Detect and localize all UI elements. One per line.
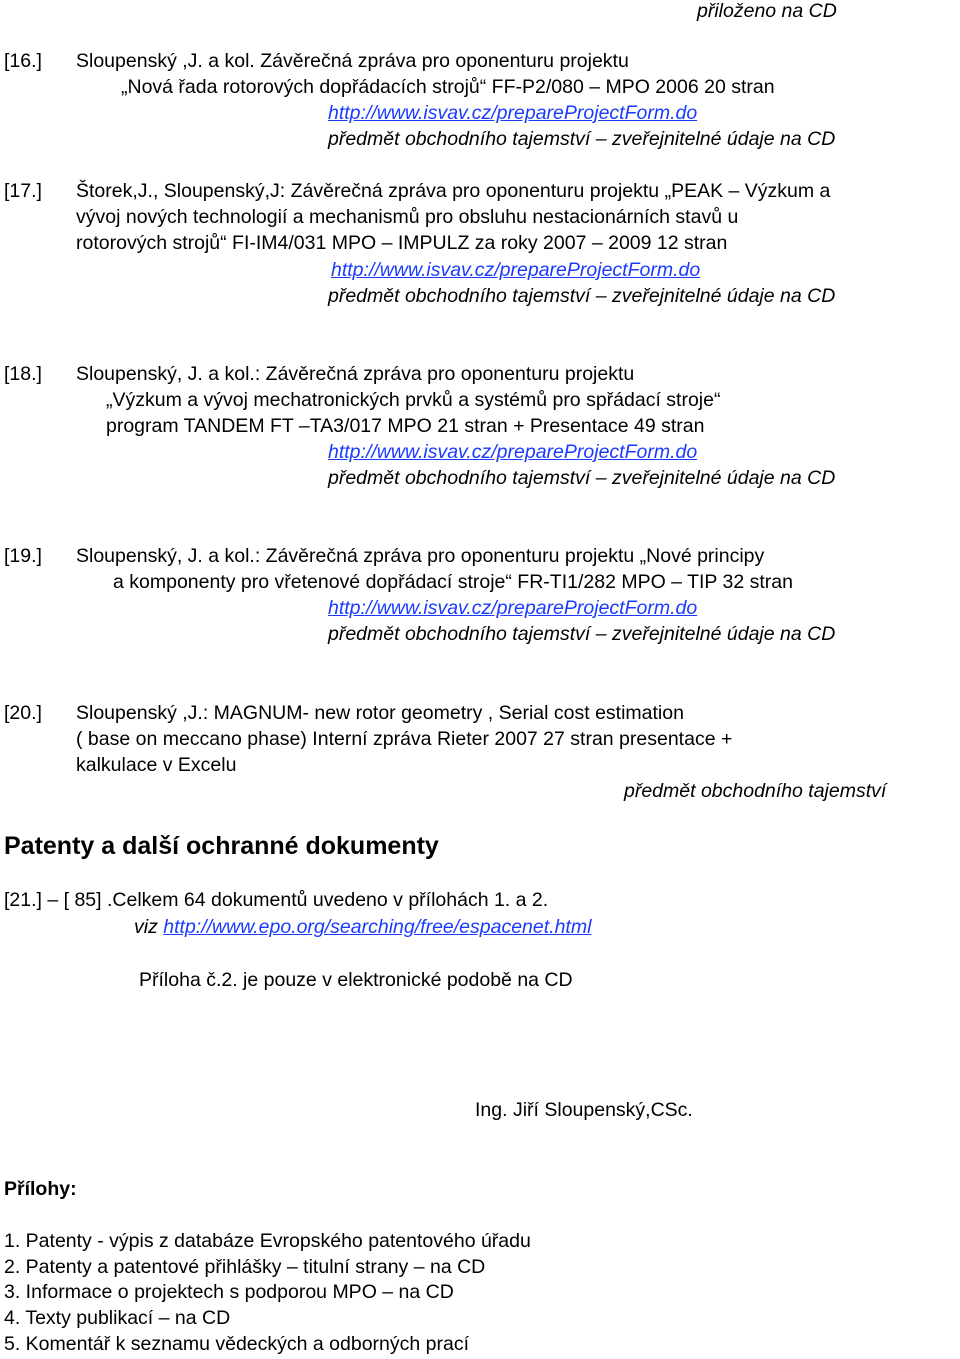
- ref-note: předmět obchodního tajemství – zveřejnitelné údaje na CD: [328, 623, 836, 645]
- attachment-note: Příloha č.2. je pouze v elektronické podobě na CD: [139, 969, 573, 991]
- ref-line: ( base on meccano phase) Interní zpráva Rieter 2007 27 stran presentace +: [76, 728, 733, 750]
- ref-note: předmět obchodního tajemství: [624, 780, 887, 802]
- ref-line: vývoj nových technologií a mechanismů pro obsluhu nestacionárních stavů u: [76, 206, 739, 228]
- ref-line: „Výzkum a vývoj mechatronických prvků a systémů pro spřádací stroje“: [106, 389, 721, 411]
- ref-line: a komponenty pro vřetenové dopřádací stroje“ FR-TI1/282 MPO – TIP 32 stran: [113, 571, 793, 593]
- ref-line: Sloupenský ,J. a kol. Závěrečná zpráva pro oponenturu projektu: [76, 50, 629, 72]
- ref-line: Sloupenský, J. a kol.: Závěrečná zpráva pro oponenturu projektu „Nové principy: [76, 545, 765, 567]
- ref-link[interactable]: http://www.isvav.cz/prepareProjectForm.do: [328, 102, 698, 124]
- ref-note: předmět obchodního tajemství – zveřejnitelné údaje na CD: [328, 285, 836, 307]
- patents-summary: [21.] – [ 85] .Celkem 64 dokumentů uvedeno v přílohách 1. a 2.: [4, 889, 549, 911]
- ref-line: „Nová řada rotorových dopřádacích strojů“ FF-P2/080 – MPO 2006 20 stran: [121, 76, 775, 98]
- ref-number: [19.]: [4, 545, 42, 567]
- viz-label: viz: [134, 916, 158, 938]
- ref-number: [20.]: [4, 702, 42, 724]
- appendix-item: 2. Patenty a patentové přihlášky – titulní strany – na CD: [4, 1256, 486, 1278]
- appendix-item: 5. Komentář k seznamu vědeckých a odborných prací: [4, 1333, 469, 1355]
- ref-line: program TANDEM FT –TA3/017 MPO 21 stran + Presentace 49 stran: [106, 415, 705, 437]
- appendix-item: 1. Patenty - výpis z databáze Evropského patentového úřadu: [4, 1230, 531, 1252]
- appendix-item: 4. Texty publikací – na CD: [4, 1307, 231, 1329]
- ref-number: [16.]: [4, 50, 42, 72]
- appendix-item: 3. Informace o projektech s podporou MPO – na CD: [4, 1281, 454, 1303]
- ref-note: předmět obchodního tajemství – zveřejnitelné údaje na CD: [328, 467, 836, 489]
- ref-link[interactable]: http://www.isvav.cz/prepareProjectForm.do: [328, 597, 698, 619]
- ref-number: [18.]: [4, 363, 42, 385]
- espacenet-link[interactable]: http://www.epo.org/searching/free/espacenet.html: [163, 916, 592, 938]
- ref-link[interactable]: http://www.isvav.cz/prepareProjectForm.do: [331, 259, 701, 281]
- ref-line: Štorek,J., Sloupenský,J: Závěrečná zpráva pro oponenturu projektu „PEAK – Výzkum a: [76, 180, 831, 202]
- header-note: přiloženo na CD: [697, 0, 837, 22]
- signature: Ing. Jiří Sloupenský,CSc.: [475, 1099, 693, 1121]
- appendices-heading: Přílohy:: [4, 1178, 77, 1200]
- section-heading-patents: Patenty a další ochranné dokumenty: [4, 832, 439, 860]
- ref-link[interactable]: http://www.isvav.cz/prepareProjectForm.do: [328, 441, 698, 463]
- ref-line: Sloupenský, J. a kol.: Závěrečná zpráva pro oponenturu projektu: [76, 363, 635, 385]
- ref-line: Sloupenský ,J.: MAGNUM- new rotor geometry , Serial cost estimation: [76, 702, 684, 724]
- ref-number: [17.]: [4, 180, 42, 202]
- ref-line: kalkulace v Excelu: [76, 754, 237, 776]
- ref-note: předmět obchodního tajemství – zveřejnitelné údaje na CD: [328, 128, 836, 150]
- patents-viz-line: [134, 918, 591, 938]
- ref-line: rotorových strojů“ FI-IM4/031 MPO – IMPULZ za roky 2007 – 2009 12 stran: [76, 232, 728, 254]
